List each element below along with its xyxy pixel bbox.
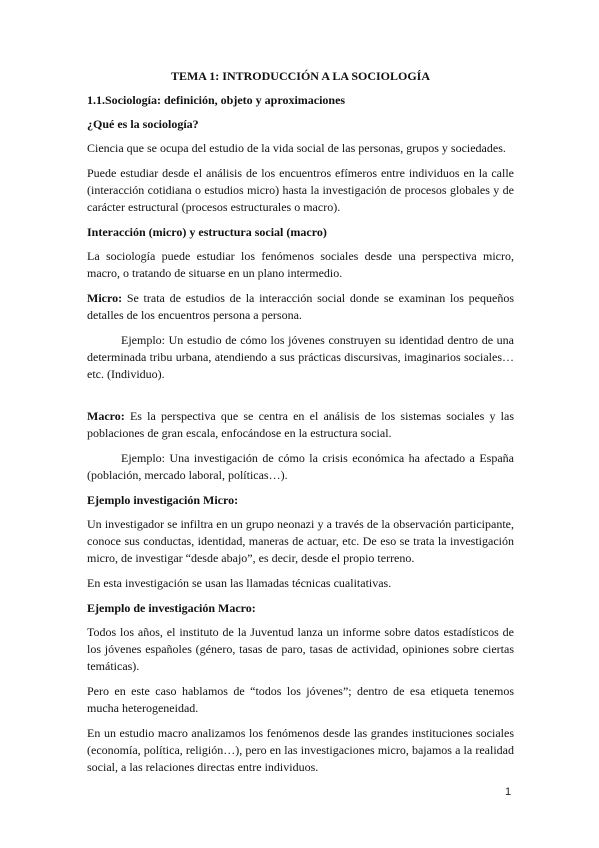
section-heading: 1.1.Sociología: definición, objeto y aproximaciones [87, 93, 346, 107]
paragraph-micro-example: Ejemplo: Un estudio de cómo los jóvenes construyen su identidad dentro de una determinada tribu urbana, atendiendo a sus prácticas discursivas, imaginarios sociales… etc. (Individuo). [87, 333, 514, 381]
macro-text: Es la perspectiva que se centra en el análisis de los sistemas sociales y las poblaciones de gran escala, enfocándose en la estructura social. [87, 409, 514, 440]
micro-text: Se trata de estudios de la interacción social donde se examinan los pequeños detalles de los encuentros persona a persona. [87, 291, 514, 322]
paragraph-heterogeneity: Pero en este caso hablamos de “todos los jóvenes”; dentro de esa etiqueta tenemos mucha heterogeneidad. [87, 684, 514, 715]
subheading-que-es: ¿Qué es la sociología? [87, 117, 199, 131]
subheading-macro-example: Ejemplo de investigación Macro: [87, 601, 256, 615]
paragraph-micro-investigation: Un investigador se infiltra en un grupo neonazi y a través de la observación participante, conoce sus conductas, identidad, maneras de actuar, etc. De eso se trata la investigación micro, de investigar “desde abajo”, es decir, desde el propio terreno. [87, 517, 514, 565]
paragraph-definition: Ciencia que se ocupa del estudio de la vida social de las personas, grupos y sociedades. [87, 141, 506, 155]
page-number: 1 [505, 786, 512, 798]
subheading-interaccion: Interacción (micro) y estructura social (macro) [87, 225, 327, 239]
document-title: TEMA 1: INTRODUCCIÓN A LA SOCIOLOGÍA [170, 69, 431, 83]
micro-label: Micro: [87, 291, 123, 305]
blank-line [87, 391, 514, 408]
paragraph-qualitative: En esta investigación se usan las llamadas técnicas cualitativas. [87, 576, 392, 590]
paragraph-perspectives: La sociología puede estudiar los fenómenos sociales desde una perspectiva micro, macro, o tratando de situarse en un plano intermedio. [87, 249, 514, 280]
paragraph-macro-example: Ejemplo: Una investigación de cómo la crisis económica ha afectado a España (población, mercado laboral, políticas…). [87, 451, 514, 482]
paragraph-macro [87, 408, 514, 442]
macro-label: Macro: [87, 409, 125, 423]
subheading-micro-example: Ejemplo investigación Micro: [87, 493, 239, 507]
paragraph-macro-investigation: Todos los años, el instituto de la Juventud lanza un informe sobre datos estadísticos de los jóvenes españoles (género, tasas de paro, tasas de actividad, opiniones sobre ciertas temáticas). [87, 625, 514, 673]
paragraph-scope: Puede estudiar desde el análisis de los encuentros efímeros entre individuos en la calle (interacción cotidiana o estudios micro) hasta la investigación de procesos globales y de carácter estructural (procesos estructurales o macro). [87, 166, 514, 214]
paragraph-comparison: En un estudio macro analizamos los fenómenos desde las grandes instituciones sociales (economía, política, religión…), pero en las investigaciones micro, bajamos a la realidad social, a las relaciones directas entre individuos. [87, 726, 514, 774]
paragraph-micro [87, 290, 514, 324]
document-body [87, 68, 514, 784]
